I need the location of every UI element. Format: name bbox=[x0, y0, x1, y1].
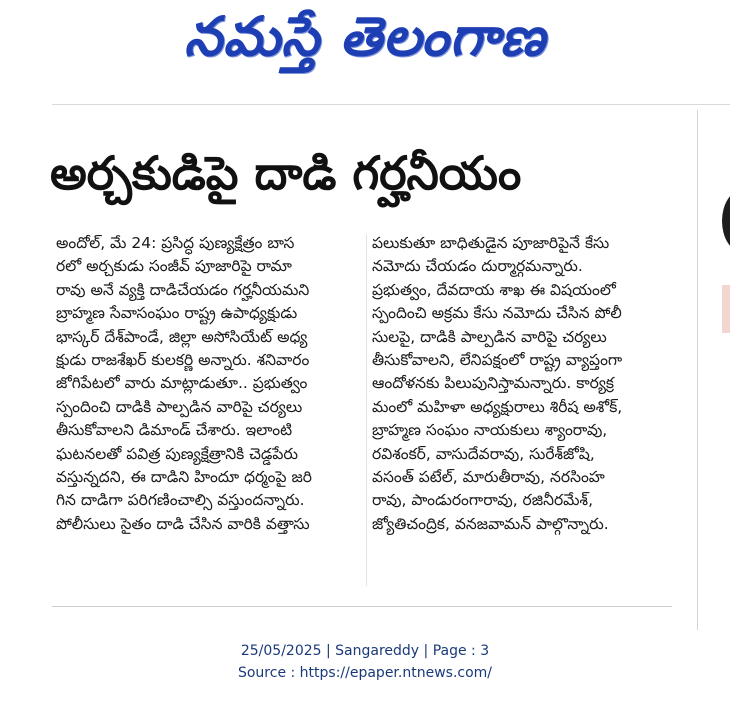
article-text-line: ఘటనలతో పవిత్ర పుణ్యక్షేత్రానికి చెడ్డపేరు bbox=[56, 444, 298, 463]
article-bottom-rule bbox=[52, 606, 672, 607]
adjacent-headline-fragment bbox=[722, 190, 730, 252]
article-text-line: రవిశంకర్, వాసుదేవరావు, సురేశ్‌జోషి, bbox=[372, 444, 595, 463]
adjacent-article-divider bbox=[697, 110, 698, 630]
article-column-left bbox=[56, 232, 361, 536]
article-text-line: బ్రాహ్మణ సంఘం నాయకులు శ్యాంరావు, bbox=[372, 421, 608, 440]
footer-source: Source : https://epaper.ntnews.com/ bbox=[237, 665, 493, 681]
masthead-divider bbox=[52, 104, 730, 105]
article-text-line: ప్రభుత్వం, దేవదాయ శాఖ ఈ విషయంలో bbox=[372, 280, 616, 299]
article-column-right bbox=[372, 232, 672, 536]
article-text-line: భాస్కర్ దేశ్‌పాండే, జిల్లా అసోసియేట్ అధ్య bbox=[56, 327, 308, 346]
article-text-line: పలుకుతూ బాధితుడైన పూజారిపైనే కేసు bbox=[372, 234, 610, 252]
article-text-line: తీసుకోవాలని డిమాండ్ చేశారు. ఇలాంటి bbox=[56, 421, 293, 440]
article-text-line: రలో అర్చకుడు సంజీవ్ పూజారిపై రామా bbox=[56, 257, 292, 276]
article-text-line: రావు అనే వ్యక్తి దాడిచేయడం గర్హనీయమని bbox=[56, 280, 310, 299]
newspaper-logo: నమస్తే తెలంగాణ bbox=[184, 4, 546, 68]
article-text-line: జ్యోతిచంద్రిక, వనజవామన్ పాల్గొన్నారు. bbox=[372, 514, 609, 533]
masthead bbox=[0, 0, 730, 100]
article-text-line: రావు, పాండురంగారావు, రజినీరమేశ్, bbox=[372, 491, 594, 510]
article-text-line: మంలో మహిళా అధ్యక్షురాలు శిరీష అశోక్, bbox=[372, 397, 623, 416]
article-text-line: అందోల్, మే 24: ప్రసిద్ధ పుణ్యక్షేత్రం బాస bbox=[56, 234, 295, 252]
article-text-line: వస్తున్నదని, ఈ దాడిని హిందూ ధర్మంపై జరి bbox=[56, 467, 312, 486]
article-text-line: స్పందించి అక్రమ కేసు నమోదు చేసిన పోలీ bbox=[372, 304, 622, 323]
article-text-line: క్షుడు రాజశేఖర్ కులకర్ణి అన్నారు. శనివారం bbox=[56, 350, 310, 369]
article-text-line: తీసుకోవాలని, లేనిపక్షంలో రాష్ట్ర వ్యాప్తంగా bbox=[372, 350, 623, 369]
article-text-line: జోగిపేటలో వారు మాట్లాడుతూ.. ప్రభుత్వం bbox=[56, 374, 308, 393]
article-text-line: స్పందించి దాడికి పాల్పడిన వారిపై చర్యలు bbox=[56, 397, 303, 416]
article-text-line: నమోదు చేయడం దుర్మార్గమన్నారు. bbox=[372, 257, 583, 276]
page-footer bbox=[0, 640, 730, 684]
article-text-line: గిన దాడిగా పరిగణించాల్సి వస్తుందన్నారు. bbox=[56, 491, 305, 510]
footer-date-edition: 25/05/2025 | Sangareddy | Page : 3 bbox=[240, 643, 490, 659]
article-text-line: సులపై, దాడికి పాల్పడిన వారిపై చర్యలు bbox=[372, 327, 607, 346]
article-text-line: ఆందోళనకు పిలుపునిస్తామన్నారు. కార్యక్ర bbox=[372, 374, 615, 393]
column-divider bbox=[366, 234, 367, 586]
adjacent-highlight-box bbox=[722, 285, 730, 333]
article-text-line: పోలీసులు సైతం దాడి చేసిన వారికి వత్తాసు bbox=[56, 514, 310, 533]
article-text-line: వసంత్ పటేల్, మారుతీరావు, నరసింహ bbox=[372, 467, 605, 486]
article-text-line: బ్రాహ్మణ సేవాసంఘం రాష్ట్ర ఉపాధ్యక్షుడు bbox=[56, 304, 298, 323]
article-headline: అర్చకుడిపై దాడి గర్హనీయం bbox=[50, 146, 522, 200]
adjacent-article-fragment bbox=[700, 110, 730, 630]
